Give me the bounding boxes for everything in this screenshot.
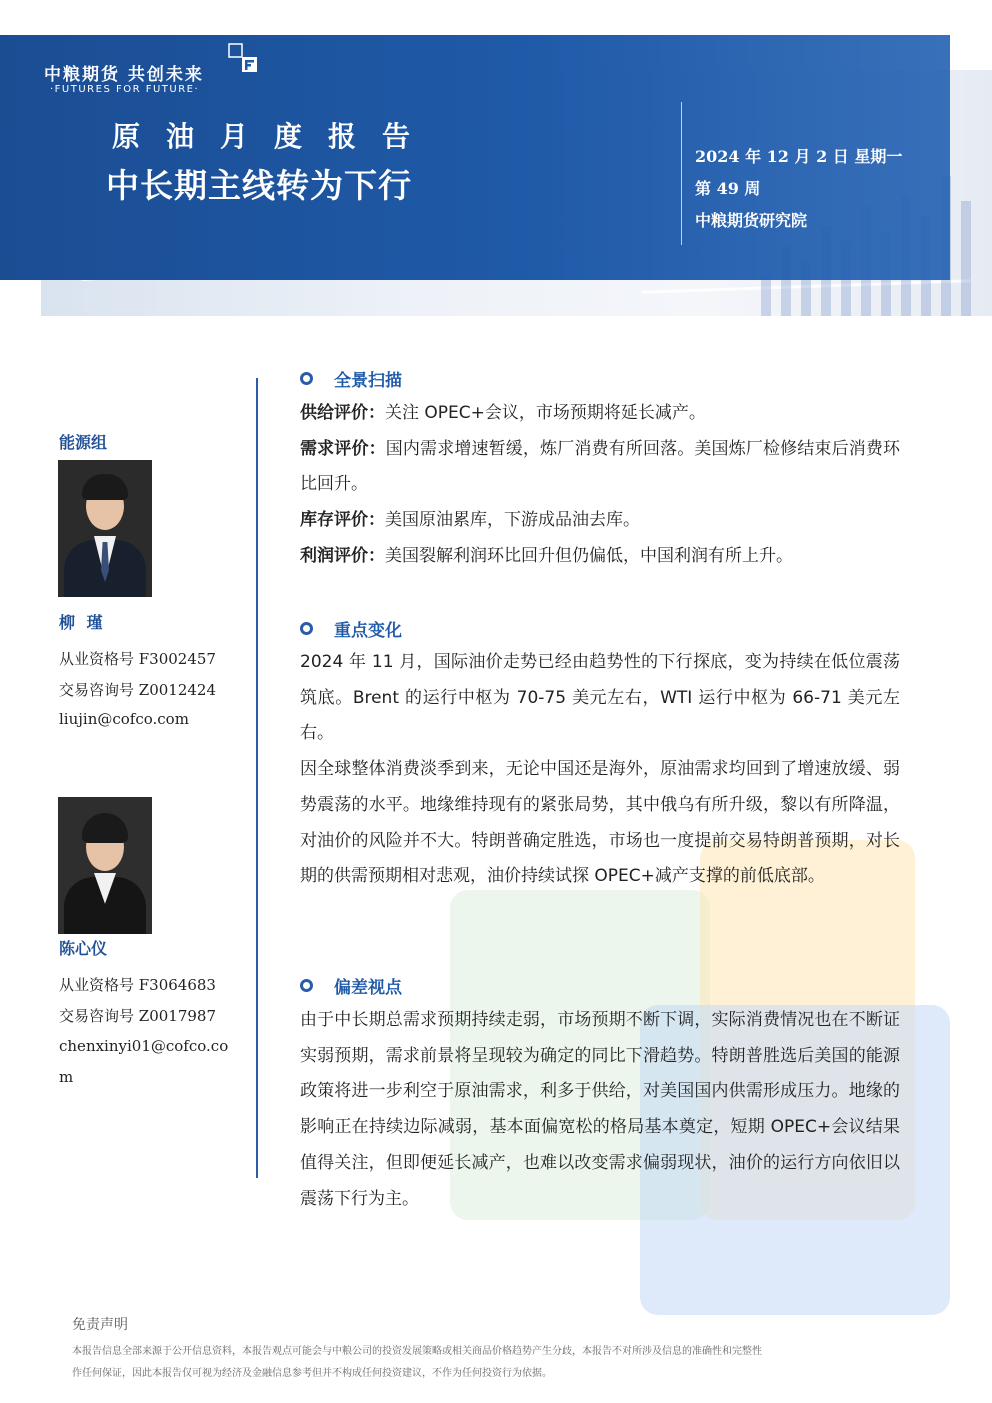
analyst-consult-number: 交易咨询号 Z0017987 <box>59 1007 216 1025</box>
overview-item-inventory: 库存评价：美国原油累库，下游成品油去库。 <box>300 510 640 531</box>
analyst-license: 从业资格号 F3064683 <box>59 976 216 994</box>
disclaimer-text: 作任何保证，因此本报告仅可视为经济及金融信息参考但并不构成任何投资建议，不作为任何投资行为依据。 <box>72 1368 552 1379</box>
report-week: 第 49 周 <box>695 179 761 198</box>
analyst-consult-number: 交易咨询号 Z0012424 <box>59 681 216 699</box>
section-heading-changes <box>300 616 402 640</box>
overview-list <box>300 396 900 575</box>
changes-paragraph: 因全球整体消费淡季到来，无论中国还是海外，原油需求均回到了增速放缓、弱势震荡的水平。地缘维持现有的紧张局势，其中俄乌有所升级，黎以有所降温，对油价的风险并不大。特朗普确定胜选，市场也一度提前交易特朗普预期，对长期的供需预期相对悲观，油价持续试探 OPEC+减产支撑的前低底部。 <box>300 759 900 887</box>
deviation-paragraph: 由于中长期总需求预期持续走弱，市场预期不断下调，实际消费情况也在不断证实弱预期，需求前景将呈现较为确定的同比下滑趋势。特朗普胜选后美国的能源政策将进一步利空于原油需求，利多于供给，对美国国内供需形成压力。地缘的影响正在持续边际减弱，基本面偏宽松的格局基本奠定，短期 OPEC+会议结果值得关注，但即便延长减产，也难以改变需求偏弱现状，油价的运行方向依旧以震荡下行为主。 <box>300 1010 900 1209</box>
analyst-name: 陈心仪 <box>59 939 108 958</box>
section-title: 偏差视点 <box>334 977 402 998</box>
brand-logo-text: 中粮期货 共创未来 <box>44 65 204 85</box>
analyst-license: 从业资格号 F3002457 <box>59 650 216 668</box>
disclaimer-title: 免责声明 <box>72 1317 128 1333</box>
analyst-email-continued[interactable]: m <box>59 1068 74 1086</box>
section-heading-overview <box>300 366 402 390</box>
section-title: 重点变化 <box>334 620 402 641</box>
analyst-photo <box>58 797 152 934</box>
team-label: 能源组 <box>59 433 108 452</box>
brand-slogan: ·FUTURES FOR FUTURE· <box>50 84 200 95</box>
analyst-email[interactable]: liujin@cofco.com <box>59 710 189 728</box>
header-divider <box>681 102 682 245</box>
report-date: 2024 年 12 月 2 日 星期一 <box>695 147 903 166</box>
section-heading-deviation <box>300 973 402 997</box>
overview-item-demand: 需求评价：国内需求增速暂缓，炼厂消费有所回落。美国炼厂检修结束后消费环比回升。 <box>300 438 901 495</box>
report-type: 原油月度报告 <box>112 120 437 153</box>
brand-logo-icon <box>228 43 258 73</box>
bullet-circle-icon <box>300 372 313 385</box>
changes-paragraph: 2024 年 11 月，国际油价走势已经由趋势性的下行探底，变为持续在低位震荡筑底。Brent 的运行中枢为 70-75 美元左右，WTI 运行中枢为 66-71 美元左右。 <box>300 652 900 744</box>
overview-item-profit: 利润评价：美国裂解利润环比回升但仍偏低，中国利润有所上升。 <box>300 545 793 566</box>
report-title: 中长期主线转为下行 <box>106 166 412 205</box>
deviation-body <box>300 1003 900 1217</box>
bullet-circle-icon <box>300 979 313 992</box>
analyst-photo <box>58 460 152 597</box>
report-institute: 中粮期货研究院 <box>695 211 808 230</box>
overview-item-supply: 供给评价：关注 OPEC+会议，市场预期将延长减产。 <box>300 403 706 423</box>
changes-body <box>300 645 900 895</box>
analyst-name: 柳 瑾 <box>59 613 106 632</box>
section-title: 全景扫描 <box>334 370 402 391</box>
disclaimer-text: 本报告信息全部来源于公开信息资料，本报告观点可能会与中粮公司的投资发展策略或相关商品价格趋势产生分歧，本报告不对所涉及信息的准确性和完整性 <box>72 1346 762 1357</box>
bullet-circle-icon <box>300 622 313 635</box>
analyst-email[interactable]: chenxinyi01@cofco.co <box>59 1037 229 1055</box>
column-divider <box>256 378 258 1178</box>
